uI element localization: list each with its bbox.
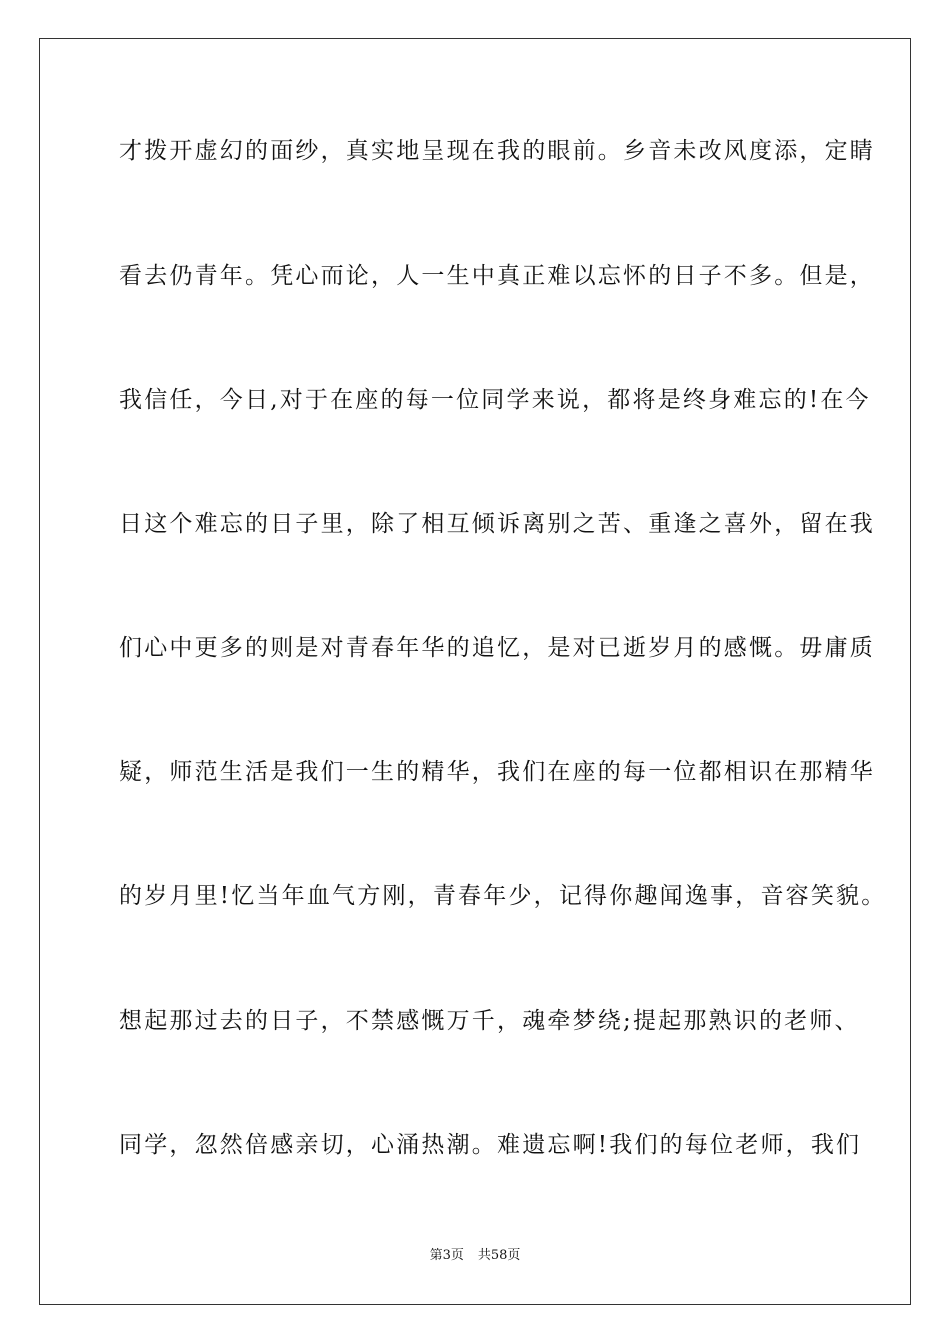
body-text-line-1: 才拨开虚幻的面纱，真实地呈现在我的眼前。乡音未改风度添，定睛 xyxy=(119,138,875,164)
body-text-line-4: 日这个难忘的日子里，除了相互倾诉离别之苦、重逢之喜外，留在我 xyxy=(119,511,875,537)
total-pages: 共58页 xyxy=(477,1248,521,1263)
body-text-line-9: 同学，忽然倍感亲切，心涌热潮。难遗忘啊!我们的每位老师，我们 xyxy=(119,1132,862,1158)
page-number: 第3页 xyxy=(429,1248,464,1263)
body-text-line-5: 们心中更多的则是对青春年华的追忆，是对已逝岁月的感慨。毋庸质 xyxy=(119,635,875,661)
body-text-line-7: 的岁月里!忆当年血气方刚，青春年少，记得你趣闻逸事，音容笑貌。 xyxy=(119,883,887,909)
body-text-line-8: 想起那过去的日子，不禁感慨万千，魂牵梦绕;提起那熟识的老师、 xyxy=(119,1008,860,1034)
body-text-line-3: 我信任，今日,对于在座的每一位同学来说，都将是终身难忘的!在今 xyxy=(119,387,871,413)
body-text-line-6: 疑，师范生活是我们一生的精华，我们在座的每一位都相识在那精华 xyxy=(119,759,875,785)
page-border xyxy=(39,38,911,1305)
page-footer xyxy=(0,1247,950,1265)
body-text-line-2: 看去仍青年。凭心而论，人一生中真正难以忘怀的日子不多。但是， xyxy=(119,263,875,289)
